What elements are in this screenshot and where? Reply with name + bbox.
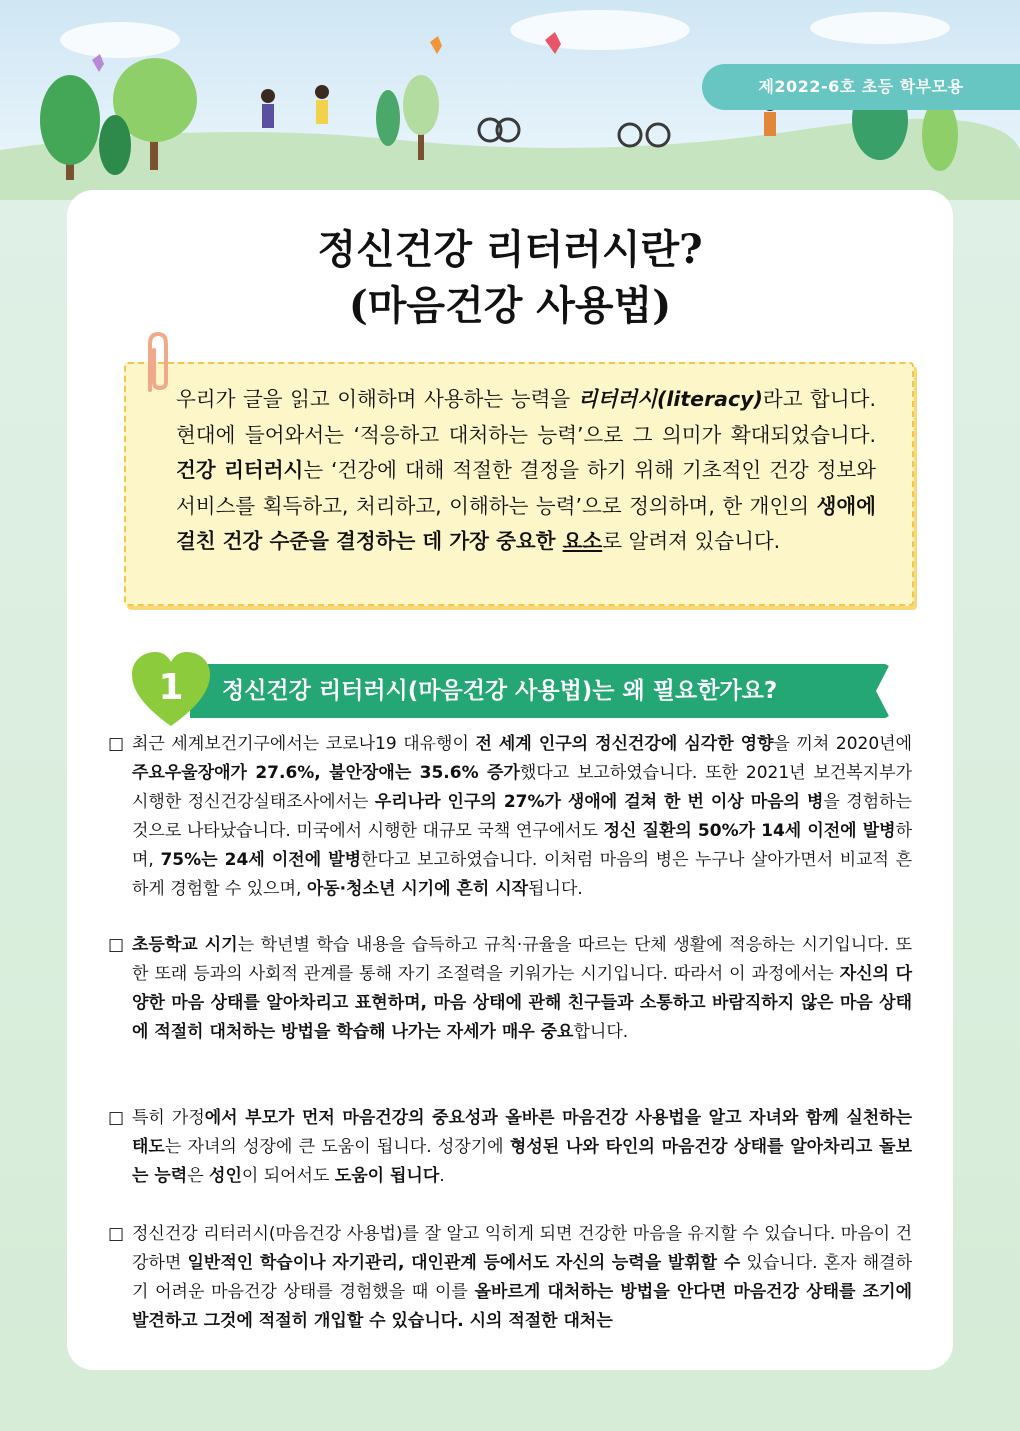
emphasis-text: 전 세계 인구의 정신건강에 심각한 영향: [475, 734, 774, 754]
section-number: 1: [158, 667, 184, 708]
text-run: 정신건강 리터러시(마음건강 사용법)를 잘 알고 익히게 되면 건강한 마음을 유지할 수 있습니다. 마음이 건강하면: [132, 1224, 912, 1273]
checkbox-bullet-icon: □: [108, 935, 125, 955]
paragraph-text: [108, 931, 912, 1047]
paragraph-text: [108, 730, 912, 904]
emphasis-text: 생애에 걸친 건강 수준을 결정하는 데 가장 중요한: [176, 493, 876, 553]
paragraph-4: [108, 1220, 912, 1336]
emphasis-text: 아동·청소년 시기에 흔히 시작: [306, 879, 529, 899]
text-run: 는 ‘건강에 대해 적절한 결정을 하기 위해 기초적인 건강 정보와 서비스를 획득하고, 처리하고, 이해하는 능력’으로 정의하며, 한 개인의: [176, 458, 876, 518]
paperclip-icon: [138, 330, 178, 400]
text-run: 로 알려져 있습니다.: [602, 529, 781, 553]
emphasis-text: 정신 질환의 50%가 14세 이전에 발병: [603, 821, 896, 841]
text-run: 하며,: [132, 821, 912, 870]
checkbox-bullet-icon: □: [108, 1108, 125, 1128]
text-run: 됩니다.: [528, 879, 583, 899]
section-title: 정신건강 리터러시(마음건강 사용법)는 왜 필요한가요?: [222, 678, 778, 704]
emphasis-text: 건강 리터러시: [176, 458, 304, 482]
emphasis-text: 요소: [562, 529, 603, 553]
text-run: 는 학년별 학습 내용을 습득하고 규칙·규율을 따르는 단체 생활에 적응하는 시기입니다. 또한 또래 등과의 사회적 관계를 통해 자기 조절력을 키워가는 시기입니다. 따라서 이 과정에서는: [132, 935, 912, 984]
text-run: 이 되어서도: [241, 1166, 335, 1186]
paragraph-2: [108, 931, 912, 1047]
text-run: .: [439, 1166, 445, 1186]
section-header: [130, 650, 890, 730]
text-run: 라고 합니다. 현대에 들어와서는 ‘적응하고 대처하는 능력’으로 그 의미가 확대되었습니다.: [176, 387, 876, 447]
intro-box: [124, 362, 914, 606]
paragraph-1: [108, 730, 912, 904]
emphasis-text: 형성된 나와 타인의 마음건강 상태를 알아차리고 돌보는 능력: [132, 1137, 912, 1186]
intro-text: [176, 382, 876, 560]
text-run: 을 경험하는 것으로 나타났습니다. 미국에서 시행한 대규모 국책 연구에서도: [132, 792, 912, 841]
emphasis-text: 75%는 24세 이전에 발병: [160, 850, 362, 870]
text-run: 을 끼쳐 2020년에: [773, 734, 913, 754]
text-run: 은: [187, 1166, 210, 1186]
emphasis-text: 도움이 됩니다: [334, 1166, 440, 1186]
emphasis-text: 리터러시(literacy): [577, 387, 763, 411]
emphasis-text: 성인: [209, 1166, 242, 1186]
text-run: 합니다.: [573, 1022, 629, 1042]
emphasis-text: 올바르게 대처하는 방법을 안다면 마음건강 상태를 조기에 발견하고 그것에 적절히 개입할 수 있습니다. 시의 적절한 대처는: [132, 1282, 912, 1331]
paragraph-text: [108, 1104, 912, 1191]
emphasis-text: 우리나라 인구의 27%가 생애에 걸쳐 한 번 이상 마음의 병: [374, 792, 824, 812]
emphasis-text: 초등학교 시기: [132, 935, 238, 955]
checkbox-bullet-icon: □: [108, 734, 125, 754]
title-line-1: 정신건강 리터러시란?: [317, 226, 703, 273]
issue-tag: 제2022-6호 초등 학부모용: [702, 64, 1020, 110]
title-line-2: (마음건강 사용법): [348, 282, 672, 329]
checkbox-bullet-icon: □: [108, 1224, 125, 1244]
paragraph-text: [108, 1220, 912, 1336]
emphasis-text: 주요우울장애가 27.6%, 불안장애는 35.6% 증가: [132, 763, 520, 783]
text-run: 최근 세계보건기구에서는 코로나19 대유행이: [132, 734, 476, 754]
page-title: [0, 222, 1020, 334]
paragraph-3: [108, 1104, 912, 1191]
text-run: 있습니다. 혼자 해결하기 어려운 마음건강 상태를 경험했을 때 이를: [132, 1253, 913, 1302]
emphasis-text: 일반적인 학습이나 자기관리, 대인관계 등에서도 자신의 능력을 발휘할 수: [187, 1253, 741, 1273]
text-run: 는 자녀의 성장에 큰 도움이 됩니다. 성장기에: [164, 1137, 510, 1157]
text-run: 한다고 보고하였습니다. 이처럼 마음의 병은 누구나 살아가면서 비교적 흔하게 경험할 수 있으며,: [132, 850, 913, 899]
emphasis-text: 자신의 다양한 마음 상태를 알아차리고 표현하며, 마음 상태에 관해 친구들과 소통하고 바람직하지 않은 마음 상태에 적절히 대처하는 방법을 학습해 나가는 자세가 매우 중요: [132, 964, 912, 1042]
text-run: 했다고 보고하였습니다. 또한 2021년 보건복지부가 시행한 정신건강실태조사에서는: [132, 763, 912, 812]
emphasis-text: 에서 부모가 먼저 마음건강의 중요성과 올바른 마음건강 사용법을 알고 자녀와 함께 실천하는 태도: [132, 1108, 913, 1157]
text-run: 특히 가정: [132, 1108, 205, 1128]
text-run: 우리가 글을 읽고 이해하며 사용하는 능력을: [176, 387, 578, 411]
